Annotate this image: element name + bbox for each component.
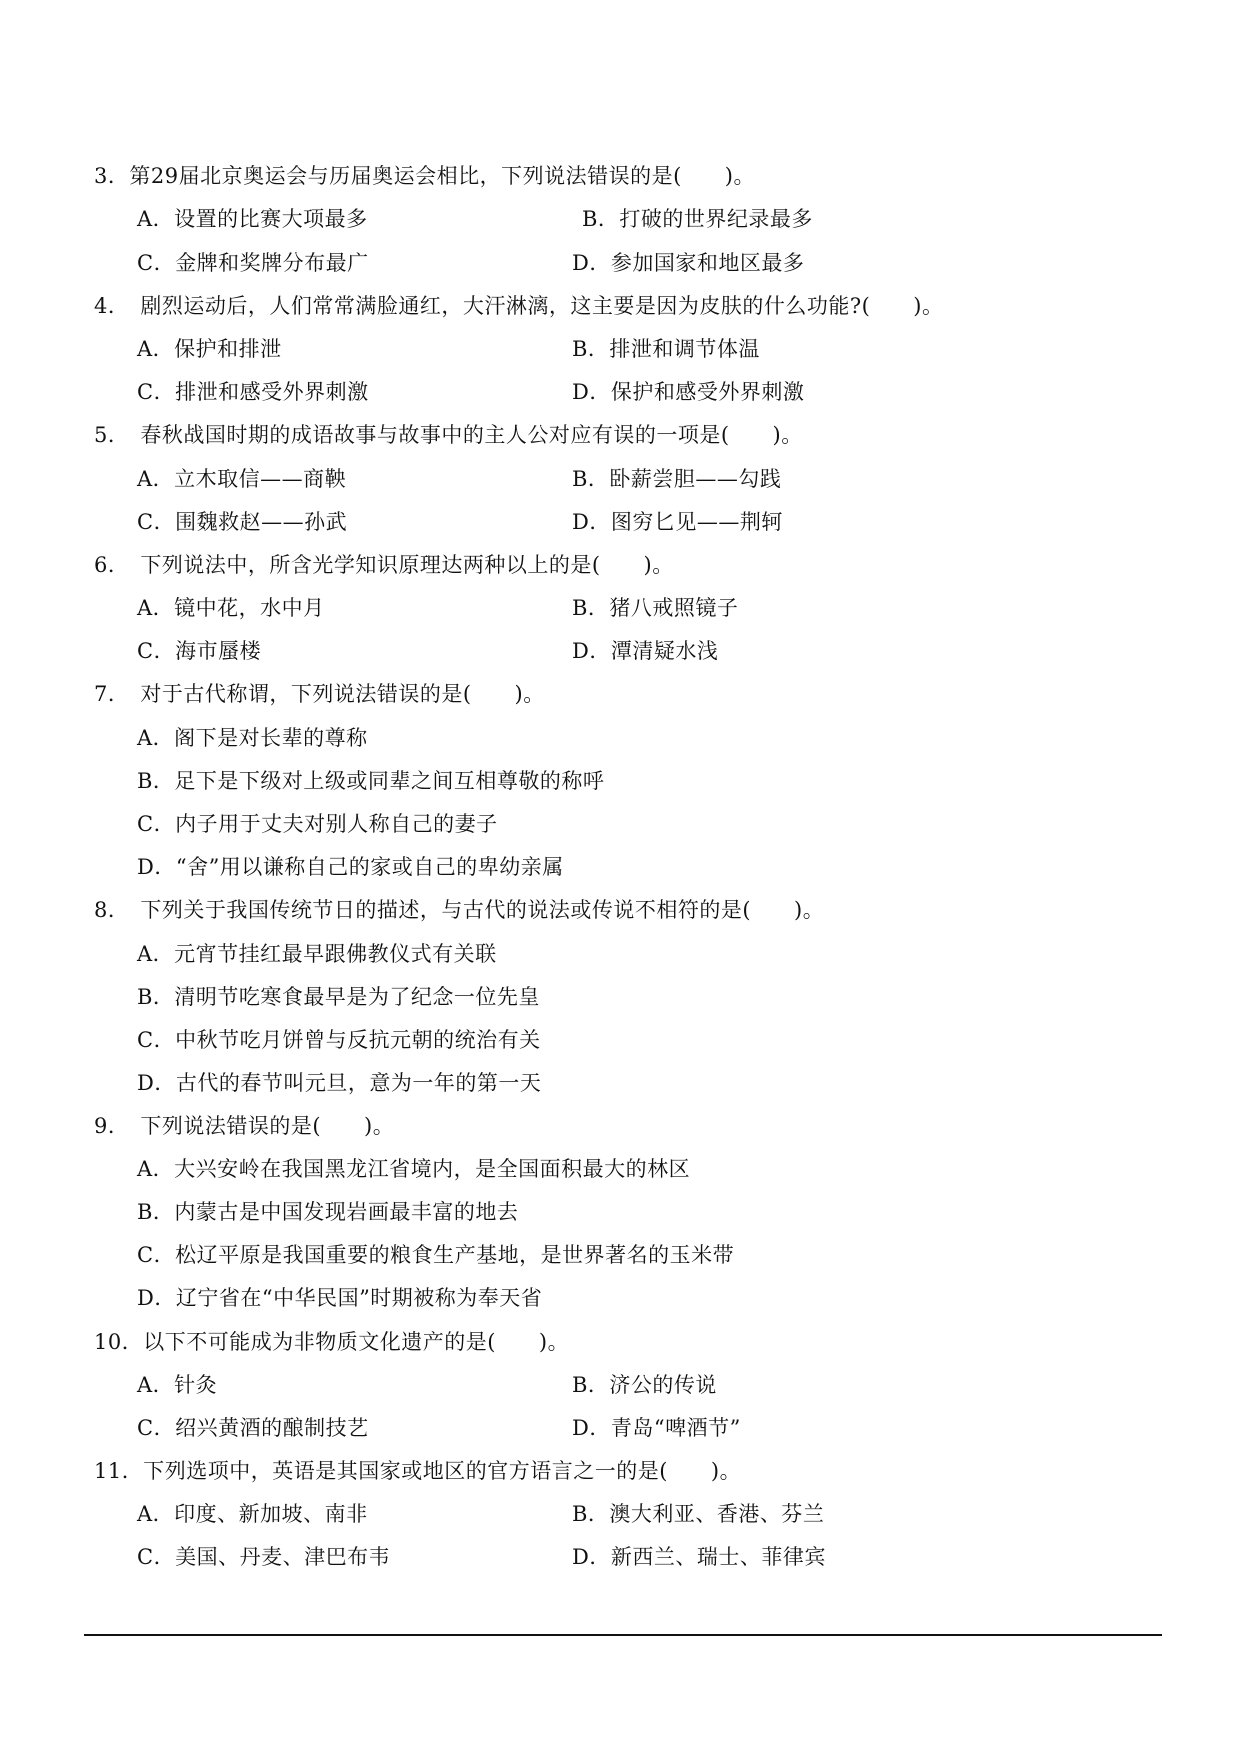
question-3-option-c: C．金牌和奖牌分布最广 <box>137 251 369 275</box>
question-3-option-d: D．参加国家和地区最多 <box>572 251 805 275</box>
question-11-option-d: D．新西兰、瑞士、菲律宾 <box>572 1545 826 1569</box>
question-3-stem: 3．第29届北京奥运会与历届奥运会相比，下列说法错误的是( )。 <box>94 164 755 188</box>
question-8-option-b: B．清明节吃寒食最早是为了纪念一位先皇 <box>137 985 540 1009</box>
question-7-stem: 7． 对于古代称谓，下列说法错误的是( )。 <box>94 682 545 706</box>
question-6-option-b: B．猪八戒照镜子 <box>572 596 739 620</box>
question-10-stem: 10．以下不可能成为非物质文化遗产的是( )。 <box>94 1330 570 1354</box>
question-4-option-c: C．排泄和感受外界刺激 <box>137 380 369 404</box>
question-5-option-a: A．立木取信——商鞅 <box>137 467 347 491</box>
question-6-option-a: A．镜中花，水中月 <box>137 596 325 620</box>
question-9-stem: 9． 下列说法错误的是( )。 <box>94 1114 395 1138</box>
question-10-option-d: D．青岛“啤酒节” <box>572 1416 741 1440</box>
question-7-option-c: C．内子用于丈夫对别人称自己的妻子 <box>137 812 498 836</box>
question-11-option-a: A．印度、新加坡、南非 <box>137 1502 368 1526</box>
question-6-option-c: C．海市蜃楼 <box>137 639 262 663</box>
question-11-stem: 11．下列选项中，英语是其国家或地区的官方语言之一的是( )。 <box>94 1459 742 1483</box>
question-6-option-d: D．潭清疑水浅 <box>572 639 719 663</box>
question-8-stem: 8． 下列关于我国传统节日的描述，与古代的说法或传说不相符的是( )。 <box>94 898 825 922</box>
footer-divider <box>84 1634 1162 1636</box>
question-8-option-c: C．中秋节吃月饼曾与反抗元朝的统治有关 <box>137 1028 541 1052</box>
question-4-stem: 4． 剧烈运动后，人们常常满脸通红，大汗淋漓，这主要是因为皮肤的什么功能?( )。 <box>94 294 944 318</box>
question-7-option-d: D．“舍”用以谦称自己的家或自己的卑幼亲属 <box>137 855 564 879</box>
question-4-option-a: A．保护和排泄 <box>137 337 282 361</box>
question-9-option-a: A．大兴安岭在我国黑龙江省境内，是全国面积最大的林区 <box>137 1157 691 1181</box>
question-7-option-a: A．阁下是对长辈的尊称 <box>137 726 368 750</box>
question-4-option-b: B．排泄和调节体温 <box>572 337 760 361</box>
question-8-option-d: D．古代的春节叫元旦，意为一年的第一天 <box>137 1071 542 1095</box>
question-5-option-b: B．卧薪尝胆——勾践 <box>572 467 782 491</box>
question-9-option-b: B．内蒙古是中国发现岩画最丰富的地去 <box>137 1200 519 1224</box>
question-11-option-c: C．美国、丹麦、津巴布韦 <box>137 1545 391 1569</box>
question-10-option-b: B．济公的传说 <box>572 1373 717 1397</box>
question-8-option-a: A．元宵节挂红最早跟佛教仪式有关联 <box>137 942 497 966</box>
question-5-option-d: D．图穷匕见——荆轲 <box>572 510 783 534</box>
question-10-option-a: A．针灸 <box>137 1373 218 1397</box>
question-9-option-c: C．松辽平原是我国重要的粮食生产基地，是世界著名的玉米带 <box>137 1243 735 1267</box>
question-4-option-d: D．保护和感受外界刺激 <box>572 380 805 404</box>
question-11-option-b: B．澳大利亚、香港、芬兰 <box>572 1502 825 1526</box>
question-3-option-a: A．设置的比赛大项最多 <box>137 207 368 231</box>
question-10-option-c: C．绍兴黄酒的酿制技艺 <box>137 1416 369 1440</box>
question-5-option-c: C．围魏救赵——孙武 <box>137 510 348 534</box>
question-5-stem: 5． 春秋战国时期的成语故事与故事中的主人公对应有误的一项是( )。 <box>94 423 803 447</box>
question-3-option-b: B．打破的世界纪录最多 <box>582 207 813 231</box>
question-6-stem: 6． 下列说法中，所含光学知识原理达两种以上的是( )。 <box>94 553 674 577</box>
question-7-option-b: B．足下是下级对上级或同辈之间互相尊敬的称呼 <box>137 769 605 793</box>
question-9-option-d: D．辽宁省在“中华民国”时期被称为奉天省 <box>137 1286 543 1310</box>
